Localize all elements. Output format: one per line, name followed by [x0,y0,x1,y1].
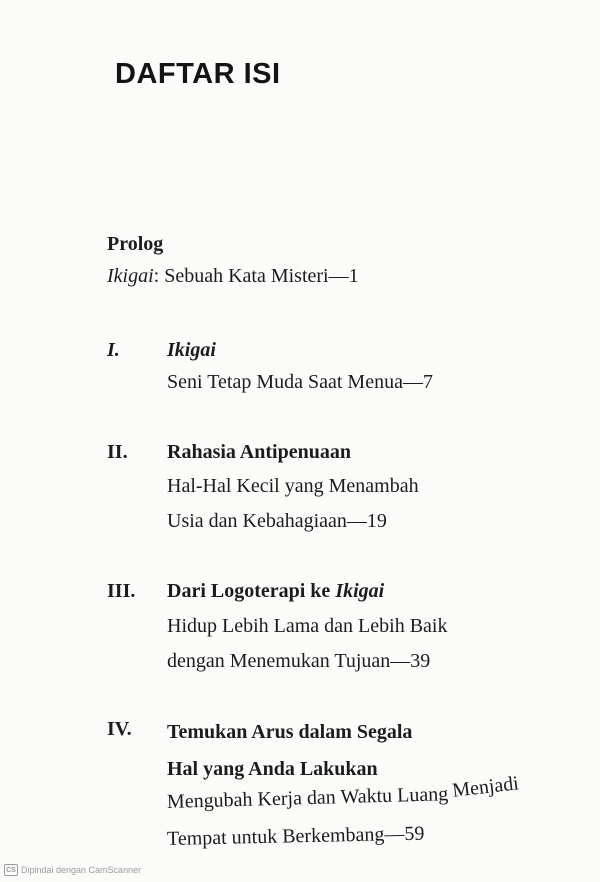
prolog-entry-italic: Ikigai [107,265,154,287]
chapter-4-subtitle-line-2: Tempat untuk Berkembang—59 [166,822,425,850]
chapter-3-number: III. [107,580,136,602]
chapter-4-subtitle-text: Mengubah Kerja dan Waktu Luang [166,783,449,813]
prolog-entry [107,266,359,286]
chapter-4-title-line-1: Temukan Arus dalam Segala [167,721,413,743]
chapter-3-title-italic: Ikigai [335,580,385,602]
scanner-watermark [4,864,141,876]
chapter-4-title-line-2: Hal yang Anda Lakukan [167,758,378,780]
chapter-3-title [167,581,384,601]
camscanner-logo-icon: CS [4,864,18,876]
prolog-entry-text: : Sebuah Kata Misteri—1 [153,265,359,287]
chapter-2-subtitle-line-2: Usia dan Kebahagiaan—19 [167,510,387,532]
chapter-3-title-text: Dari Logoterapi ke [167,580,336,602]
chapter-3-subtitle-line-1: Hidup Lebih Lama dan Lebih Baik [167,615,448,637]
chapter-1-subtitle: Seni Tetap Muda Saat Menua—7 [167,371,433,393]
scanner-watermark-text: Dipindai dengan CamScanner [21,865,142,875]
chapter-1-number: I. [107,339,120,361]
chapter-4-subtitle-tail: Menjadi [451,772,521,802]
chapter-4-number: IV. [107,718,132,740]
chapter-2-subtitle-line-1: Hal-Hal Kecil yang Menambah [167,475,419,497]
chapter-2-title: Rahasia Antipenuaan [167,441,351,463]
chapter-3-subtitle-line-2: dengan Menemukan Tujuan—39 [167,650,431,672]
chapter-1-title: Ikigai [167,339,216,361]
prolog-label: Prolog [107,233,164,255]
page-title: DAFTAR ISI [115,58,281,90]
chapter-2-number: II. [107,441,128,463]
chapter-4-subtitle-line-1 [166,772,521,813]
